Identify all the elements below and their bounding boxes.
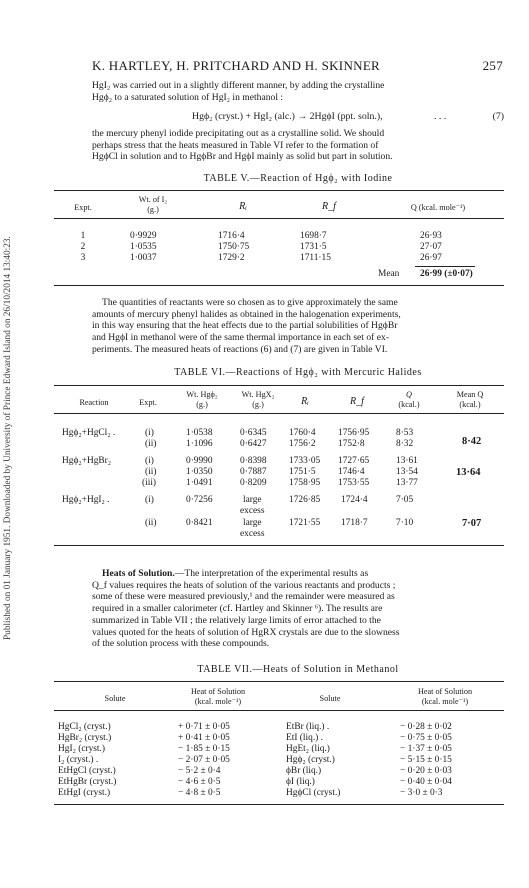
table6-cell: (i) [145, 456, 154, 466]
table5-mean-value: 26·99 (±0·07) [420, 269, 473, 279]
text-line: in this way ensuring that the heat effects due to the partial solubilities of HgϕBr [92, 320, 398, 332]
table5-caption: TABLE V.—Reaction of Hgϕ₂ with Iodine [203, 173, 393, 184]
table5-header-rule [54, 218, 504, 219]
table7-cell: + 0·71 ± 0·05 [178, 722, 230, 732]
table6-mean-hgcl2: 8·42 [462, 436, 482, 447]
table6-cell: 0·6427 [240, 439, 267, 449]
table6-cell: 13·61 [396, 456, 418, 466]
text-line: amounts of mercury phenyl halides as obtained in the halogenation experiments, [92, 308, 401, 320]
table6-header-reaction: Reaction [79, 398, 109, 407]
table5-header-ri: Rᵢ [239, 201, 247, 212]
table6-cell: large [243, 495, 262, 505]
text-line: of the solution process with these compounds. [92, 638, 270, 650]
table7-header-solute: Solute [104, 694, 126, 703]
table6-header-rule [54, 413, 504, 414]
table7-cell: EtI (liq.) . [286, 733, 323, 743]
table6-cell: 1718·7 [341, 518, 368, 528]
table5-bottom-rule [54, 285, 504, 286]
table6-cell: 1733·05 [289, 456, 321, 466]
table7-cell: Hgϕ₂ (cryst.) [286, 755, 335, 765]
running-header [92, 58, 503, 76]
table6-cell: 13·77 [396, 478, 418, 488]
table6-excess-note: excess [240, 506, 265, 516]
text-line: summarized in Table VII ; the relatively large limits of error attached to the [92, 614, 381, 626]
equation-number: (7) [492, 111, 504, 122]
table6-header-wt-hgx2-unit: (g.) [252, 400, 264, 409]
table7-cell: − 0·20 ± 0·03 [400, 766, 452, 776]
table7-caption: TABLE VII.—Heats of Solution in Methanol [197, 664, 399, 675]
table7-cell: − 0·28 ± 0·02 [400, 722, 452, 732]
table6-cell: 1758·95 [289, 478, 321, 488]
table6-header-ri: Rᵢ [301, 396, 309, 407]
table6-cell: 8·53 [396, 428, 414, 438]
table5-header-wt: Wt. of I₂ [138, 195, 168, 204]
table6-cell: 0·8398 [240, 456, 267, 466]
table7-bottom-rule [54, 804, 504, 805]
table5-sum-rule [415, 266, 475, 267]
table6-cell: 1753·55 [338, 478, 370, 488]
table6-bottom-rule [54, 545, 504, 546]
text-line: HgϕCl in solution and to HgϕBr and HgϕI mainly as solid but part in solution. [92, 151, 393, 163]
text-line-rest: —The interpretation of the experimental results as [174, 568, 369, 579]
table6-cell: 1721·55 [289, 518, 321, 528]
table6-cell: 1746·4 [338, 467, 365, 477]
table6-caption: TABLE VI.—Reactions of Hgϕ₂ with Mercuric Halides [174, 367, 422, 378]
table7-cell: HgBr₂ (cryst.) [58, 733, 112, 743]
text-line: values quoted for the heats of solution of HgRX crystals are due to the slowness [92, 626, 400, 638]
table7-cell: − 0·75 ± 0·05 [400, 733, 452, 743]
text-line: the mercury phenyl iodide precipitating out as a crystalline solid. We should [92, 128, 385, 139]
table6-header-wt-hgph2-unit: (g.) [196, 400, 208, 409]
table5-cell: 1·0037 [130, 253, 157, 263]
table6-cell: 1726·85 [289, 495, 321, 505]
intro-paragraph [92, 80, 504, 103]
table6-mean-hgbr2: 13·64 [456, 467, 481, 478]
table6-cell: (ii) [145, 467, 157, 477]
table6-cell: 1756·95 [338, 428, 370, 438]
side-publication-note: Published on 01 January 1951. Downloaded by University of Prince Edward Island on 26/10/2014 13:40:23. [3, 236, 13, 640]
text-line: HgI₂ was carried out in a slightly different manner, by adding the crystalline [92, 80, 385, 91]
table7-cell: − 4·8 ± 0·5 [178, 788, 221, 798]
table7-cell: I₂ (cryst.) . [58, 755, 99, 765]
table7-cell: − 4·6 ± 0·5 [178, 777, 221, 787]
table5-header-rf: R_f [322, 201, 336, 212]
table6-cell: 1·0350 [186, 467, 213, 477]
table6-reaction-hgcl2: Hgϕ₂+HgCl₂ . [62, 428, 116, 438]
table5-cell: 3 [80, 253, 86, 263]
table6-cell: (iii) [142, 478, 157, 488]
table5-cell: 1711·15 [300, 253, 331, 263]
table5-cell: 1·0535 [130, 242, 157, 252]
table7-cell: − 5·15 ± 0·15 [400, 755, 452, 765]
table6-cell: (ii) [145, 439, 157, 449]
table5-cell: 0·9929 [130, 231, 157, 241]
table5-top-rule [54, 190, 504, 191]
table5-header-expt: Expt. [74, 203, 92, 212]
text-line: required in a smaller calorimeter (cf. Hartley and Skinner ⁶). The results are [92, 603, 383, 615]
table5-cell: 1 [80, 231, 86, 241]
table5-cell: 1716·4 [218, 231, 245, 241]
table6-header-rf: R_f [350, 396, 364, 407]
table6-top-rule [54, 385, 504, 386]
table7-cell: − 1·37 ± 0·05 [400, 744, 452, 754]
table6-header-expt: Expt. [139, 398, 157, 407]
table5-cell: 27·07 [420, 242, 442, 252]
section-heading: Heats of Solution. [102, 568, 175, 579]
table6-cell: (i) [145, 495, 154, 505]
table7-cell: − 5·2 ± 0·4 [178, 766, 221, 776]
text-line: and HgϕI in methanol were of the same thermal importance in each set of ex- [92, 332, 390, 344]
table5-header-q: Q (kcal. mole⁻¹) [410, 203, 466, 212]
table6-mean-hgi2: 7·07 [462, 518, 482, 529]
table6-cell: 0·8421 [186, 518, 213, 528]
table6-cell: 8·32 [396, 439, 414, 449]
table7-cell: HgEt₂ (liq.) [286, 744, 330, 754]
table7-cell: − 3·0 ± 0·3 [400, 788, 443, 798]
table7-cell: − 0·40 ± 0·04 [400, 777, 452, 787]
table7-cell: ϕBr (liq.) [286, 766, 322, 776]
table6-cell: (ii) [145, 518, 157, 528]
paragraph-2 [92, 128, 504, 163]
text-line: Q_f values requires the heats of solution of the various reactants and products ; [92, 579, 396, 591]
header-authors: K. HARTLEY, H. PRITCHARD AND H. SKINNER [92, 58, 381, 73]
equation-text: Hgϕ₂ (cryst.) + HgI₂ (alc.) → 2HgϕI (ppt. soln.), [192, 111, 383, 122]
table5-cell: 1731·5 [300, 242, 327, 252]
paragraph-heats-of-solution [92, 568, 504, 650]
table5-cell: 26·93 [420, 231, 442, 241]
table6-cell: 0·9990 [186, 456, 213, 466]
table7-header-heat-2: Heat of Solution [417, 687, 473, 696]
table6-cell: 7·05 [396, 495, 414, 505]
table7-cell: EtHgCl (cryst.) [58, 766, 116, 776]
table6-cell: 0·7256 [186, 495, 213, 505]
table7-header-heat-2-unit: (kcal. mole⁻¹) [421, 697, 469, 706]
table7-cell: − 2·07 ± 0·05 [178, 755, 230, 765]
table6-cell: 1·1096 [186, 439, 213, 449]
table6-cell: 1752·8 [338, 439, 365, 449]
table6-cell: 1724·4 [341, 495, 368, 505]
table6-header-wt-hgx2: Wt. HgX₂ [241, 390, 275, 399]
table7-header-heat-unit: (kcal. mole⁻¹) [194, 697, 242, 706]
table7-cell: HgI₂ (cryst.) [58, 744, 106, 754]
table5-cell: 26·97 [420, 253, 442, 263]
table7-cell: − 1·85 ± 0·15 [178, 744, 230, 754]
table7-top-rule [54, 681, 504, 682]
table7-header-solute-2: Solute [319, 694, 341, 703]
table6-excess-note: excess [240, 529, 265, 539]
table5-cell: 1750·75 [218, 242, 250, 252]
table6-cell: 1760·4 [289, 428, 316, 438]
table6-cell: 0·8209 [240, 478, 267, 488]
table7-cell: HgϕCl (cryst.) [286, 788, 341, 798]
table5-cell: 1698·7 [300, 231, 327, 241]
table6-cell: 1·0491 [186, 478, 213, 488]
text-line: perhaps stress that the heats measured in Table VI refer to the formation of [92, 139, 379, 151]
table6-cell: 13·54 [396, 467, 418, 477]
table5-mean-label: Mean [378, 269, 400, 279]
text-line: periments. The measured heats of reactions (6) and (7) are given in Table VI. [92, 343, 388, 355]
table7-header-rule [54, 710, 504, 711]
table6-cell: 1727·65 [338, 456, 370, 466]
text-line: Hgϕ₂ to a saturated solution of HgI₂ in methanol : [92, 91, 284, 103]
table7-header-heat: Heat of Solution [190, 687, 246, 696]
table7-cell: EtHgBr (cryst.) [58, 777, 117, 787]
table6-header-mean-q: Mean Q [456, 390, 484, 399]
table6-cell: 1751·5 [289, 467, 316, 477]
text-line [92, 568, 504, 580]
text-line: some of these were measured previously,¹ and the remainder were measured as [92, 591, 395, 603]
table6-reaction-hgbr2: Hgϕ₂+HgBr₂ [62, 456, 112, 466]
table6-header-q: Q [406, 390, 412, 399]
table5-header-wt-unit: (g.) [147, 205, 159, 214]
page-number: 257 [482, 58, 503, 73]
table6-cell: large [243, 518, 262, 528]
table6-cell: 0·6345 [240, 428, 267, 438]
table7-cell: ϕI (liq.) [286, 777, 315, 787]
table6-header-wt-hgph2: Wt. Hgϕ₂ [186, 390, 218, 399]
table7-cell: EtBr (liq.) . [286, 722, 330, 732]
text-line: The quantities of reactants were so chosen as to give approximately the same [102, 297, 398, 308]
table6-cell: 1756·2 [289, 439, 316, 449]
table7-cell: + 0·41 ± 0·05 [178, 733, 230, 743]
table7-cell: EtHgI (cryst.) [58, 788, 111, 798]
table6-cell: 1·0538 [186, 428, 213, 438]
table5-cell: 2 [80, 242, 86, 252]
table6-header-mean-q-unit: (kcal.) [459, 400, 481, 409]
table5-cell: 1729·2 [218, 253, 245, 263]
equation-dots: . . . [434, 111, 447, 122]
table6-cell: (i) [145, 428, 154, 438]
table6-cell: 7·10 [396, 518, 414, 528]
paragraph-3 [92, 297, 504, 356]
table6-cell: 0·7887 [240, 467, 267, 477]
table7-cell: HgCl₂ (cryst.) [58, 722, 111, 732]
table6-header-q-unit: (kcal.) [398, 400, 420, 409]
table6-reaction-hgi2: Hgϕ₂+HgI₂ . [62, 495, 110, 505]
